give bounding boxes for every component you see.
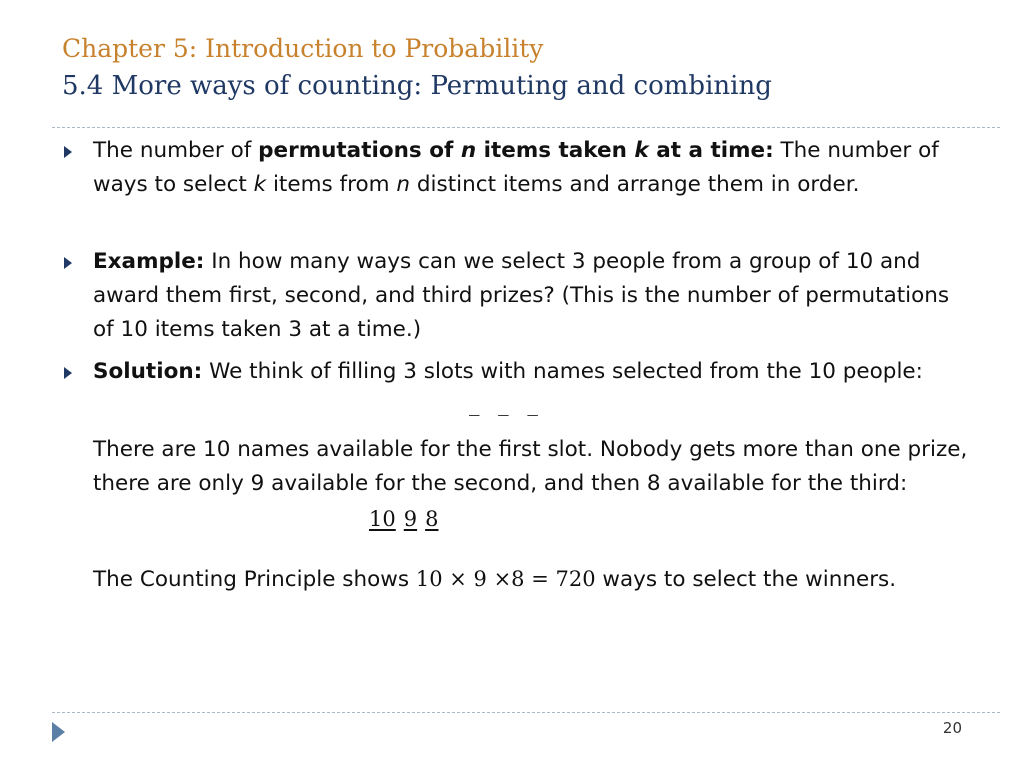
slot-second: 9 xyxy=(403,507,418,531)
example-label: Example: xyxy=(93,249,205,274)
bullet-arrow-icon xyxy=(64,367,72,379)
solution-paragraph xyxy=(93,433,973,501)
next-triangle-icon[interactable] xyxy=(52,722,65,742)
chapter-title: Chapter 5: Introduction to Probability xyxy=(62,34,544,63)
counting-expression: 10 × 9 ×8 = 720 xyxy=(415,567,596,591)
bullet-example xyxy=(93,245,973,347)
bullet-1-bold-n: n xyxy=(460,138,477,163)
slot-third: 8 xyxy=(425,507,439,531)
slot-first: 10 xyxy=(369,507,396,531)
solution-paragraph-text: There are 10 names available for the first slot. Nobody gets more than one prize, there are only 9 available for the second, and then 8 available for the third: xyxy=(93,437,968,496)
bullet-arrow-icon xyxy=(64,257,72,269)
counting-principle xyxy=(93,562,973,597)
footer-divider xyxy=(52,712,1000,713)
bullet-permutations xyxy=(93,134,973,202)
bullet-1-bold-k: k xyxy=(634,138,649,163)
header-divider xyxy=(52,127,1000,128)
bullet-1-n: n xyxy=(396,172,411,197)
filled-slots xyxy=(369,502,446,538)
section-title: 5.4 More ways of counting: Permuting and combining xyxy=(62,71,772,101)
bullet-1-rest-b: items from xyxy=(266,172,397,197)
counting-suffix: ways to select the winners. xyxy=(595,567,897,592)
page-number: 20 xyxy=(942,719,962,737)
counting-prefix: The Counting Principle shows xyxy=(93,567,416,592)
solution-text: We think of filling 3 slots with names selected from the 10 people: xyxy=(202,359,923,384)
bullet-1-bold-c: at a time: xyxy=(648,138,774,163)
bullet-solution xyxy=(93,355,973,389)
bullet-arrow-icon xyxy=(64,146,72,158)
bullet-1-rest-c: distinct items and arrange them in order. xyxy=(410,172,860,197)
bullet-1-k: k xyxy=(253,172,267,197)
bullet-1-bold-a: permutations of xyxy=(258,138,461,163)
example-text: In how many ways can we select 3 people from a group of 10 and award them first, second, and third prizes? (This is the number of permutations of 10 items taken 3 at a time.) xyxy=(93,249,950,342)
bullet-1-bold-b: items taken xyxy=(476,138,635,163)
bullet-1-rest-a: The number of ways to select xyxy=(93,138,939,197)
bullet-1-lead: The number of xyxy=(93,138,259,163)
solution-label: Solution: xyxy=(93,359,203,384)
empty-slots: _ _ _ xyxy=(469,392,544,416)
